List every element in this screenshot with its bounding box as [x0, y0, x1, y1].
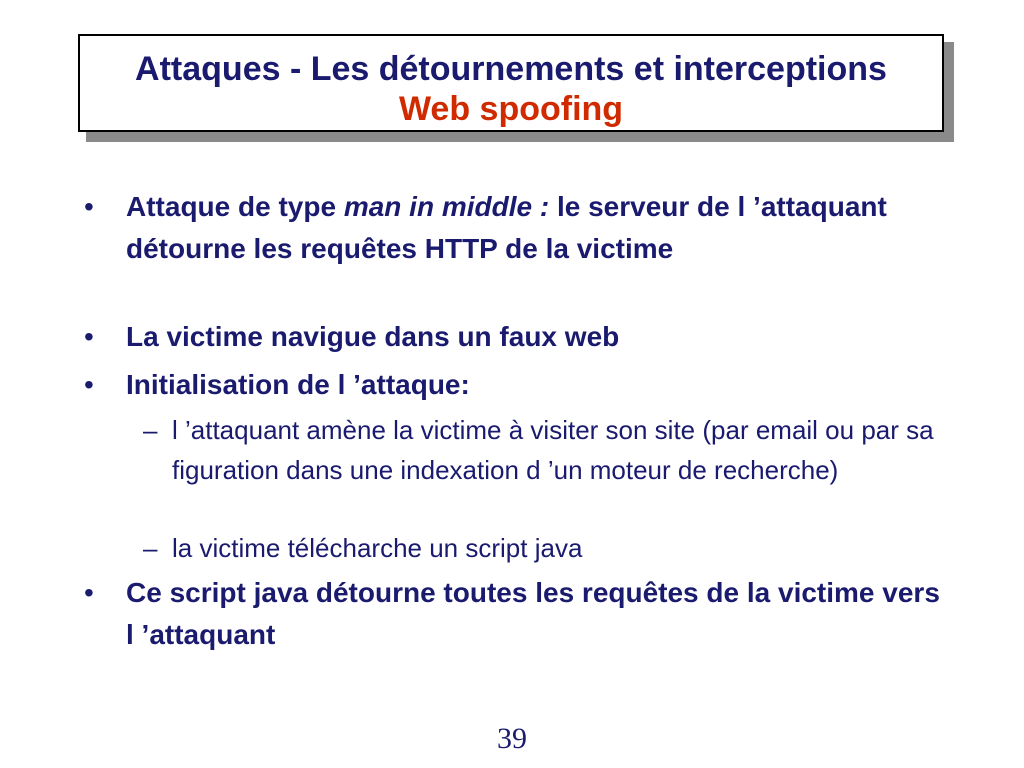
- bullet-text: [126, 186, 946, 270]
- dash-marker: –: [143, 533, 158, 563]
- bullet-marker: •: [84, 191, 94, 222]
- dash-marker: –: [143, 415, 158, 445]
- bullet-text: Initialisation de l ’attaque:: [126, 369, 470, 400]
- bullet-marker: •: [84, 577, 94, 608]
- bullet-text: La victime navigue dans un faux web: [126, 321, 620, 352]
- page-number: 39: [497, 722, 527, 755]
- bullet-text: Ce script java détourne toutes les requêtes de la victime vers l ’attaquant: [126, 577, 940, 650]
- title-box: [78, 34, 944, 132]
- bullet-marker: •: [84, 369, 94, 400]
- bullet-marker: •: [84, 321, 94, 352]
- slide-subtitle: Web spoofing: [398, 90, 624, 128]
- slide-title: Attaques - Les détournements et interceptions: [135, 50, 887, 88]
- sub-bullet-text: l ’attaquant amène la victime à visiter son site (par email ou par sa figuration dans une indexation d ’un moteur de recherche): [172, 415, 934, 485]
- bullet-text-italic: man in middle :: [343, 191, 550, 222]
- sub-bullet-text: la victime télécharche un script java: [172, 533, 583, 563]
- bullet-text-suffix: le serveur de l ’attaquant détourne les requêtes HTTP de la victime: [126, 191, 887, 264]
- bullet-text-prefix: Attaque de type: [126, 191, 344, 222]
